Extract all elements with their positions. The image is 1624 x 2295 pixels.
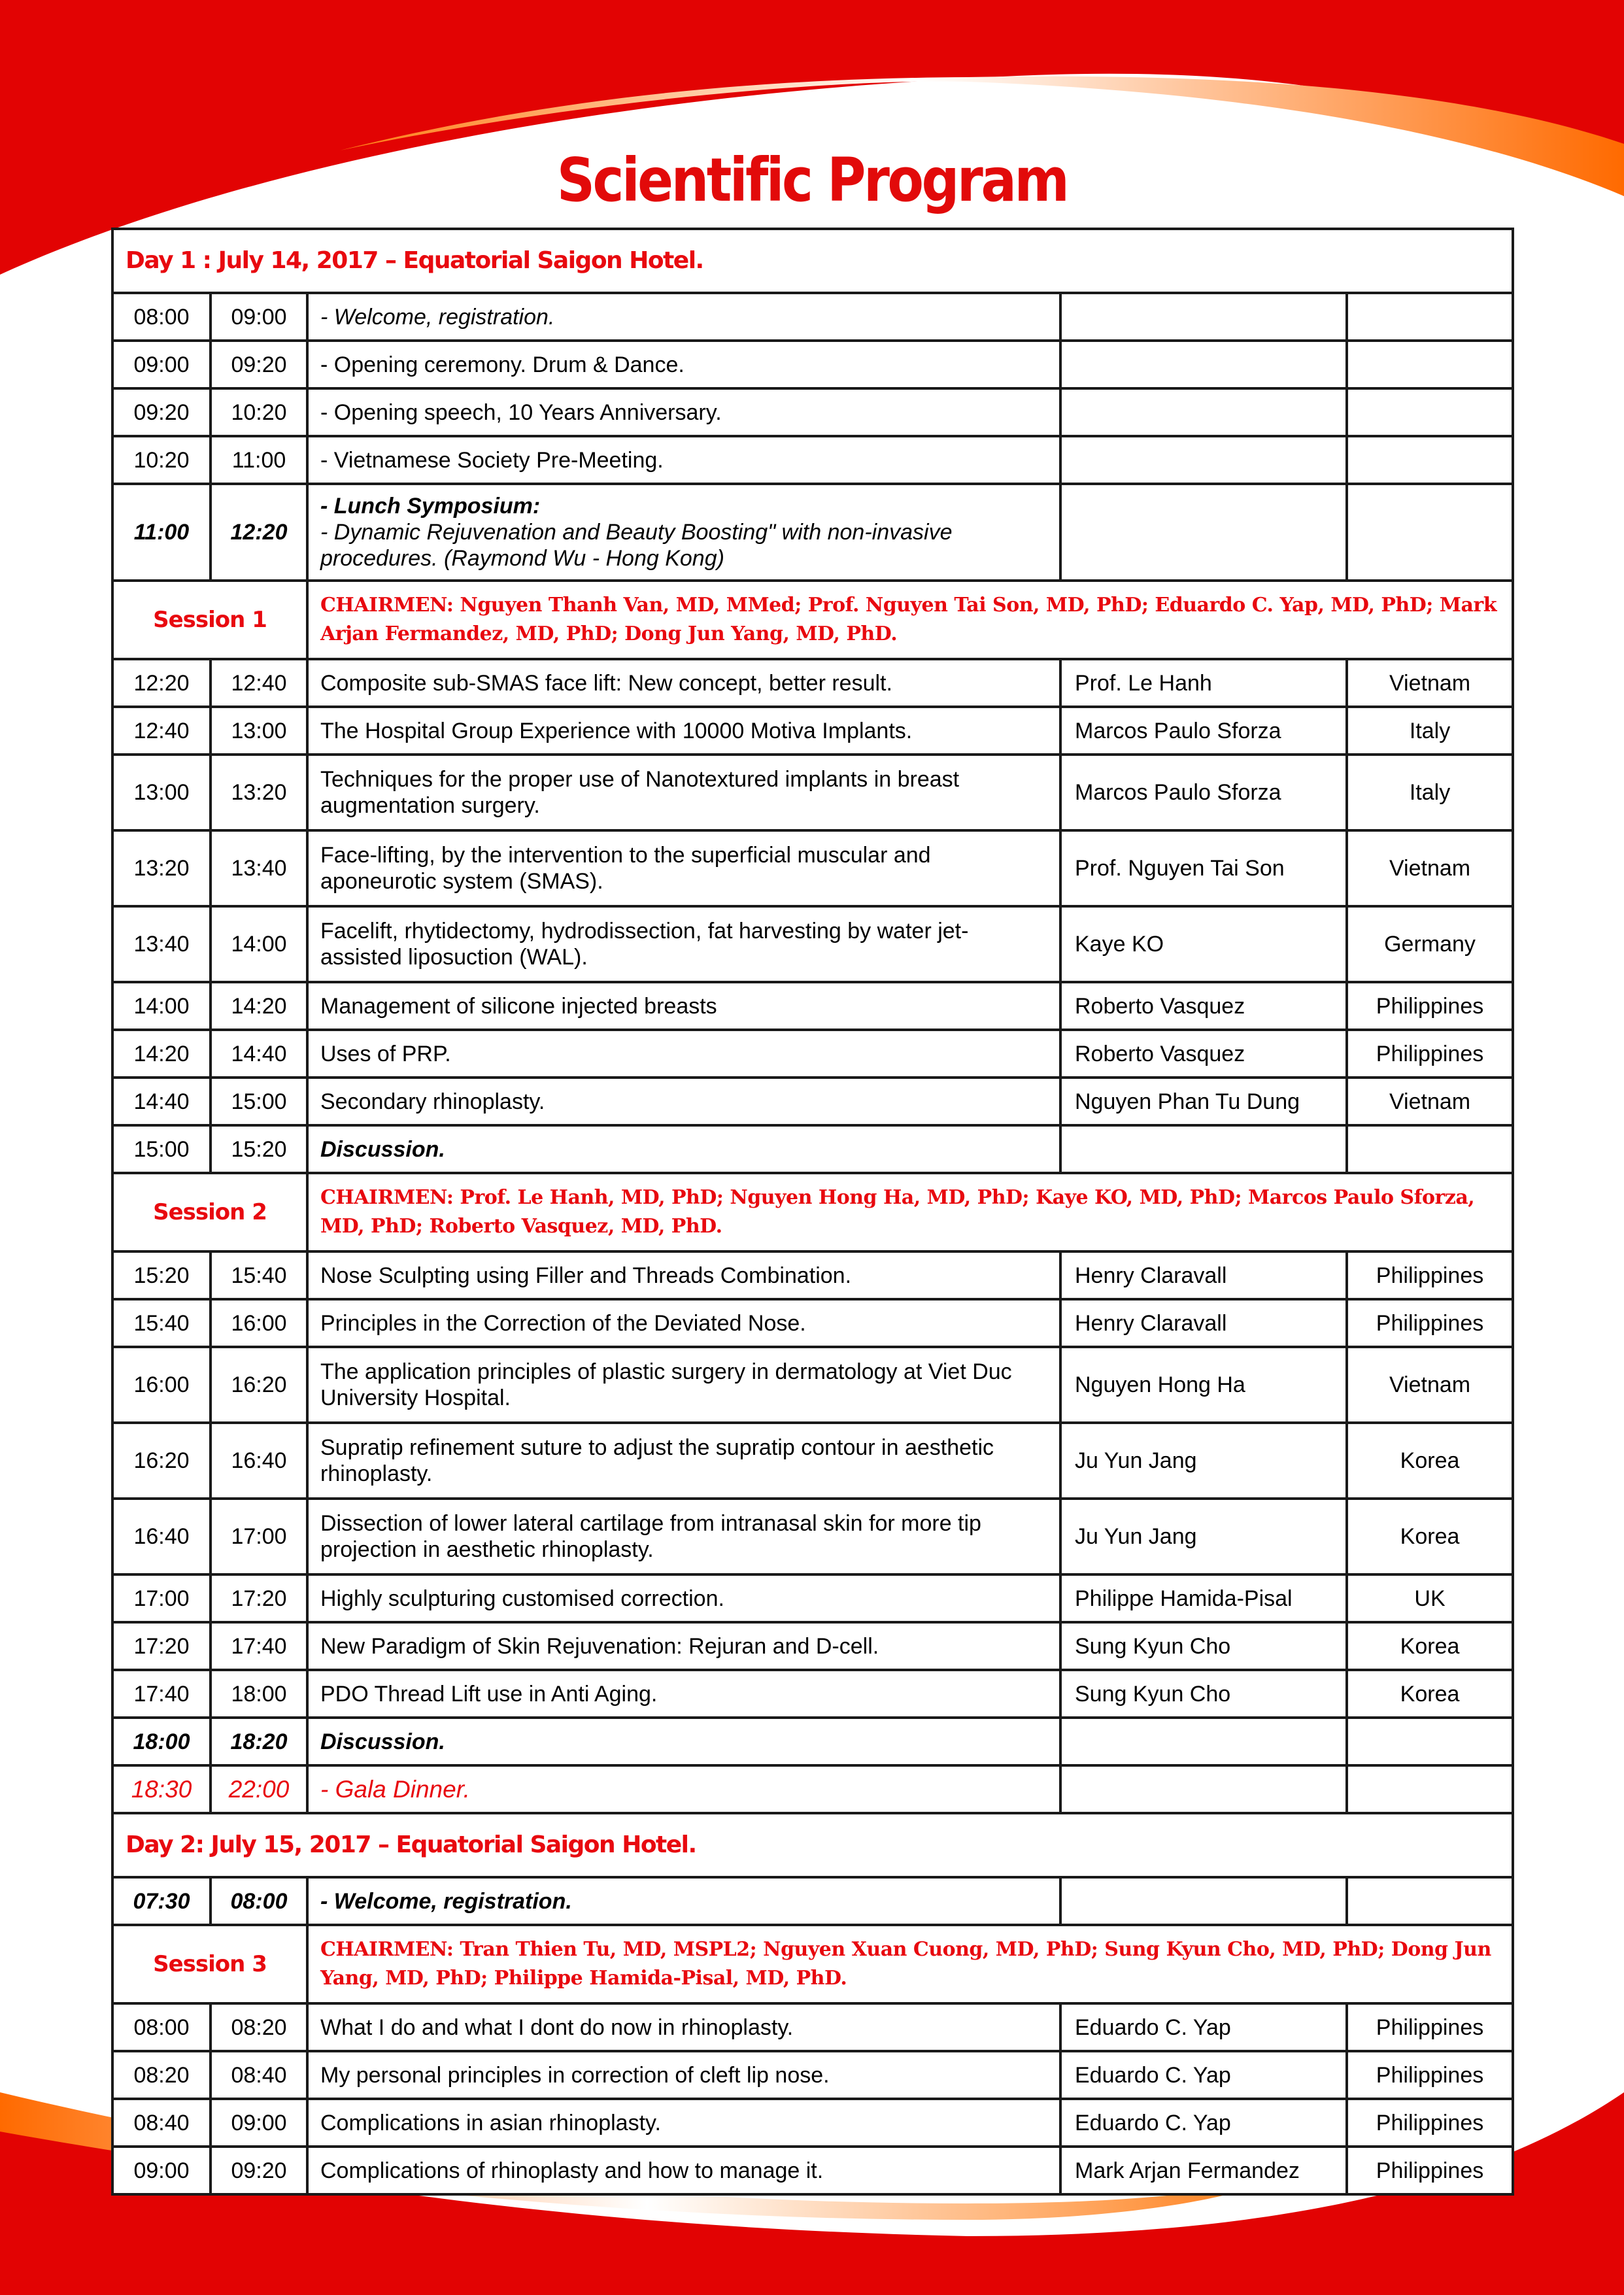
end-time: 22:00 bbox=[211, 1765, 307, 1813]
table-row bbox=[112, 659, 1513, 707]
table-row bbox=[112, 341, 1513, 388]
table-row bbox=[112, 1622, 1513, 1670]
speaker bbox=[1060, 1125, 1347, 1173]
speaker: Nguyen Phan Tu Dung bbox=[1060, 1078, 1347, 1125]
start-time: 09:00 bbox=[112, 2147, 211, 2194]
session-chairmen: CHAIRMEN: Nguyen Thanh Van, MD, MMed; Prof. Nguyen Tai Son, MD, PhD; Eduardo C. Yap, MD, PhD; Mark Arjan Fermandez, MD, PhD; Dong Jun Yang, MD, PhD. bbox=[307, 581, 1513, 659]
table-row bbox=[112, 707, 1513, 755]
speaker: Henry Claravall bbox=[1060, 1299, 1347, 1347]
session-label: Session 2 bbox=[112, 1173, 307, 1251]
country: Philippines bbox=[1347, 2051, 1513, 2099]
start-time: 13:40 bbox=[112, 906, 211, 982]
end-time: 09:20 bbox=[211, 341, 307, 388]
country: Italy bbox=[1347, 707, 1513, 755]
speaker: Ju Yun Jang bbox=[1060, 1499, 1347, 1574]
country bbox=[1347, 293, 1513, 341]
country bbox=[1347, 484, 1513, 581]
end-time: 14:40 bbox=[211, 1030, 307, 1078]
topic: Supratip refinement suture to adjust the supratip contour in aesthetic rhinoplasty. bbox=[307, 1423, 1060, 1499]
speaker: Mark Arjan Fermandez bbox=[1060, 2147, 1347, 2194]
lunch-symposium-row bbox=[112, 484, 1513, 581]
end-time: 18:00 bbox=[211, 1670, 307, 1718]
topic: - Welcome, registration. bbox=[307, 1877, 1060, 1925]
country: Philippines bbox=[1347, 1030, 1513, 1078]
country: UK bbox=[1347, 1574, 1513, 1622]
start-time: 12:40 bbox=[112, 707, 211, 755]
speaker bbox=[1060, 1877, 1347, 1925]
topic: - Welcome, registration. bbox=[307, 293, 1060, 341]
start-time: 13:00 bbox=[112, 755, 211, 830]
end-time: 09:00 bbox=[211, 2099, 307, 2147]
country: Philippines bbox=[1347, 982, 1513, 1030]
country bbox=[1347, 388, 1513, 436]
start-time: 16:00 bbox=[112, 1347, 211, 1423]
start-time: 11:00 bbox=[112, 484, 211, 581]
table-row bbox=[112, 1574, 1513, 1622]
table-row bbox=[112, 388, 1513, 436]
country: Philippines bbox=[1347, 2099, 1513, 2147]
table-row bbox=[112, 2099, 1513, 2147]
end-time: 13:00 bbox=[211, 707, 307, 755]
topic: Management of silicone injected breasts bbox=[307, 982, 1060, 1030]
topic: Facelift, rhytidectomy, hydrodissection, fat harvesting by water jet-assisted liposuction (WAL). bbox=[307, 906, 1060, 982]
table-row bbox=[112, 755, 1513, 830]
topic: - Vietnamese Society Pre-Meeting. bbox=[307, 436, 1060, 484]
start-time: 14:40 bbox=[112, 1078, 211, 1125]
end-time: 15:20 bbox=[211, 1125, 307, 1173]
start-time: 08:40 bbox=[112, 2099, 211, 2147]
topic: The Hospital Group Experience with 10000 Motiva Implants. bbox=[307, 707, 1060, 755]
start-time: 10:20 bbox=[112, 436, 211, 484]
speaker bbox=[1060, 1765, 1347, 1813]
topic: PDO Thread Lift use in Anti Aging. bbox=[307, 1670, 1060, 1718]
country: Philippines bbox=[1347, 1251, 1513, 1299]
end-time: 18:20 bbox=[211, 1718, 307, 1765]
table-row bbox=[112, 2003, 1513, 2051]
topic: Discussion. bbox=[307, 1125, 1060, 1173]
day2-title: Day 2: July 15, 2017 – Equatorial Saigon Hotel. bbox=[112, 1813, 1513, 1877]
country: Korea bbox=[1347, 1499, 1513, 1574]
start-time: 18:00 bbox=[112, 1718, 211, 1765]
table-row bbox=[112, 1877, 1513, 1925]
end-time: 17:20 bbox=[211, 1574, 307, 1622]
session-chairmen: CHAIRMEN: Prof. Le Hanh, MD, PhD; Nguyen Hong Ha, MD, PhD; Kaye KO, MD, PhD; Marcos Paulo Sforza, MD, PhD; Roberto Vasquez, MD, PhD. bbox=[307, 1173, 1513, 1251]
day-header bbox=[112, 1813, 1513, 1877]
topic: Nose Sculpting using Filler and Threads Combination. bbox=[307, 1251, 1060, 1299]
country: Korea bbox=[1347, 1622, 1513, 1670]
country: Vietnam bbox=[1347, 1347, 1513, 1423]
end-time: 13:40 bbox=[211, 830, 307, 906]
day-header bbox=[112, 229, 1513, 293]
speaker: Henry Claravall bbox=[1060, 1251, 1347, 1299]
end-time: 15:40 bbox=[211, 1251, 307, 1299]
session-label: Session 3 bbox=[112, 1925, 307, 2003]
start-time: 14:00 bbox=[112, 982, 211, 1030]
country: Vietnam bbox=[1347, 659, 1513, 707]
start-time: 09:20 bbox=[112, 388, 211, 436]
country bbox=[1347, 341, 1513, 388]
page-title: Scientific Program bbox=[556, 145, 1068, 215]
speaker bbox=[1060, 388, 1347, 436]
program-table bbox=[111, 228, 1514, 2196]
session-header bbox=[112, 581, 1513, 659]
country: Vietnam bbox=[1347, 1078, 1513, 1125]
speaker: Eduardo C. Yap bbox=[1060, 2003, 1347, 2051]
day1-title: Day 1 : July 14, 2017 – Equatorial Saigon Hotel. bbox=[112, 229, 1513, 293]
table-row bbox=[112, 1499, 1513, 1574]
speaker: Ju Yun Jang bbox=[1060, 1423, 1347, 1499]
country: Germany bbox=[1347, 906, 1513, 982]
table-row bbox=[112, 982, 1513, 1030]
end-time: 16:20 bbox=[211, 1347, 307, 1423]
country bbox=[1347, 436, 1513, 484]
end-time: 17:00 bbox=[211, 1499, 307, 1574]
table-row bbox=[112, 2147, 1513, 2194]
session-label: Session 1 bbox=[112, 581, 307, 659]
speaker: Sung Kyun Cho bbox=[1060, 1670, 1347, 1718]
country: Italy bbox=[1347, 755, 1513, 830]
end-time: 14:20 bbox=[211, 982, 307, 1030]
start-time: 17:40 bbox=[112, 1670, 211, 1718]
topic: Face-lifting, by the intervention to the superficial muscular and aponeurotic system (SMAS). bbox=[307, 830, 1060, 906]
speaker: Eduardo C. Yap bbox=[1060, 2051, 1347, 2099]
end-time: 11:00 bbox=[211, 436, 307, 484]
end-time: 12:40 bbox=[211, 659, 307, 707]
topic: - Opening speech, 10 Years Anniversary. bbox=[307, 388, 1060, 436]
speaker: Roberto Vasquez bbox=[1060, 1030, 1347, 1078]
start-time: 08:00 bbox=[112, 293, 211, 341]
country bbox=[1347, 1718, 1513, 1765]
start-time: 14:20 bbox=[112, 1030, 211, 1078]
topic: - Gala Dinner. bbox=[307, 1765, 1060, 1813]
table-row bbox=[112, 293, 1513, 341]
speaker bbox=[1060, 484, 1347, 581]
table-row bbox=[112, 436, 1513, 484]
end-time: 16:40 bbox=[211, 1423, 307, 1499]
country: Korea bbox=[1347, 1423, 1513, 1499]
start-time: 08:00 bbox=[112, 2003, 211, 2051]
table-row bbox=[112, 1078, 1513, 1125]
topic: New Paradigm of Skin Rejuvenation: Rejuran and D-cell. bbox=[307, 1622, 1060, 1670]
end-time: 17:40 bbox=[211, 1622, 307, 1670]
country bbox=[1347, 1765, 1513, 1813]
table-row bbox=[112, 1670, 1513, 1718]
country: Philippines bbox=[1347, 2003, 1513, 2051]
topic: What I do and what I dont do now in rhinoplasty. bbox=[307, 2003, 1060, 2051]
end-time: 08:00 bbox=[211, 1877, 307, 1925]
speaker: Eduardo C. Yap bbox=[1060, 2099, 1347, 2147]
start-time: 16:40 bbox=[112, 1499, 211, 1574]
speaker bbox=[1060, 341, 1347, 388]
end-time: 15:00 bbox=[211, 1078, 307, 1125]
speaker: Philippe Hamida-Pisal bbox=[1060, 1574, 1347, 1622]
table-row bbox=[112, 830, 1513, 906]
lunch-symposium-heading: - Lunch Symposium: bbox=[320, 494, 541, 518]
end-time: 13:20 bbox=[211, 755, 307, 830]
topic: - Opening ceremony. Drum & Dance. bbox=[307, 341, 1060, 388]
country: Vietnam bbox=[1347, 830, 1513, 906]
country bbox=[1347, 1877, 1513, 1925]
topic: Discussion. bbox=[307, 1718, 1060, 1765]
topic: Dissection of lower lateral cartilage from intranasal skin for more tip projection in aesthetic rhinoplasty. bbox=[307, 1499, 1060, 1574]
start-time: 18:30 bbox=[112, 1765, 211, 1813]
country: Philippines bbox=[1347, 1299, 1513, 1347]
topic: Techniques for the proper use of Nanotextured implants in breast augmentation surgery. bbox=[307, 755, 1060, 830]
lunch-symposium-detail: - Dynamic Rejuvenation and Beauty Boosting" with non-invasive procedures. (Raymond Wu - Hong Kong) bbox=[320, 520, 953, 571]
topic: Uses of PRP. bbox=[307, 1030, 1060, 1078]
start-time: 17:00 bbox=[112, 1574, 211, 1622]
end-time: 08:40 bbox=[211, 2051, 307, 2099]
start-time: 07:30 bbox=[112, 1877, 211, 1925]
start-time: 15:20 bbox=[112, 1251, 211, 1299]
table-row bbox=[112, 1030, 1513, 1078]
end-time: 09:20 bbox=[211, 2147, 307, 2194]
start-time: 09:00 bbox=[112, 341, 211, 388]
country: Korea bbox=[1347, 1670, 1513, 1718]
table-row bbox=[112, 1423, 1513, 1499]
end-time: 10:20 bbox=[211, 388, 307, 436]
topic bbox=[307, 484, 1060, 581]
topic: The application principles of plastic surgery in dermatology at Viet Duc University Hospital. bbox=[307, 1347, 1060, 1423]
start-time: 13:20 bbox=[112, 830, 211, 906]
speaker: Roberto Vasquez bbox=[1060, 982, 1347, 1030]
start-time: 15:00 bbox=[112, 1125, 211, 1173]
session-chairmen: CHAIRMEN: Tran Thien Tu, MD, MSPL2; Nguyen Xuan Cuong, MD, PhD; Sung Kyun Cho, MD, PhD; Dong Jun Yang, MD, PhD; Philippe Hamida-Pisal, MD, PhD. bbox=[307, 1925, 1513, 2003]
topic: Highly sculpturing customised correction. bbox=[307, 1574, 1060, 1622]
start-time: 17:20 bbox=[112, 1622, 211, 1670]
start-time: 15:40 bbox=[112, 1299, 211, 1347]
speaker: Marcos Paulo Sforza bbox=[1060, 707, 1347, 755]
end-time: 12:20 bbox=[211, 484, 307, 581]
topic: My personal principles in correction of cleft lip nose. bbox=[307, 2051, 1060, 2099]
session-header bbox=[112, 1925, 1513, 2003]
table-row bbox=[112, 2051, 1513, 2099]
end-time: 09:00 bbox=[211, 293, 307, 341]
start-time: 12:20 bbox=[112, 659, 211, 707]
session-header bbox=[112, 1173, 1513, 1251]
speaker: Prof. Le Hanh bbox=[1060, 659, 1347, 707]
speaker: Sung Kyun Cho bbox=[1060, 1622, 1347, 1670]
speaker bbox=[1060, 293, 1347, 341]
topic: Complications of rhinoplasty and how to manage it. bbox=[307, 2147, 1060, 2194]
table-row bbox=[112, 1251, 1513, 1299]
country bbox=[1347, 1125, 1513, 1173]
speaker bbox=[1060, 436, 1347, 484]
speaker: Nguyen Hong Ha bbox=[1060, 1347, 1347, 1423]
start-time: 08:20 bbox=[112, 2051, 211, 2099]
topic: Complications in asian rhinoplasty. bbox=[307, 2099, 1060, 2147]
end-time: 16:00 bbox=[211, 1299, 307, 1347]
topic: Principles in the Correction of the Deviated Nose. bbox=[307, 1299, 1060, 1347]
table-row bbox=[112, 1347, 1513, 1423]
table-row bbox=[112, 1299, 1513, 1347]
end-time: 14:00 bbox=[211, 906, 307, 982]
gala-dinner-row bbox=[112, 1765, 1513, 1813]
topic: Composite sub-SMAS face lift: New concept, better result. bbox=[307, 659, 1060, 707]
discussion-row bbox=[112, 1718, 1513, 1765]
country: Philippines bbox=[1347, 2147, 1513, 2194]
speaker bbox=[1060, 1718, 1347, 1765]
speaker: Prof. Nguyen Tai Son bbox=[1060, 830, 1347, 906]
speaker: Marcos Paulo Sforza bbox=[1060, 755, 1347, 830]
topic: Secondary rhinoplasty. bbox=[307, 1078, 1060, 1125]
end-time: 08:20 bbox=[211, 2003, 307, 2051]
discussion-row bbox=[112, 1125, 1513, 1173]
start-time: 16:20 bbox=[112, 1423, 211, 1499]
table-row bbox=[112, 906, 1513, 982]
speaker: Kaye KO bbox=[1060, 906, 1347, 982]
